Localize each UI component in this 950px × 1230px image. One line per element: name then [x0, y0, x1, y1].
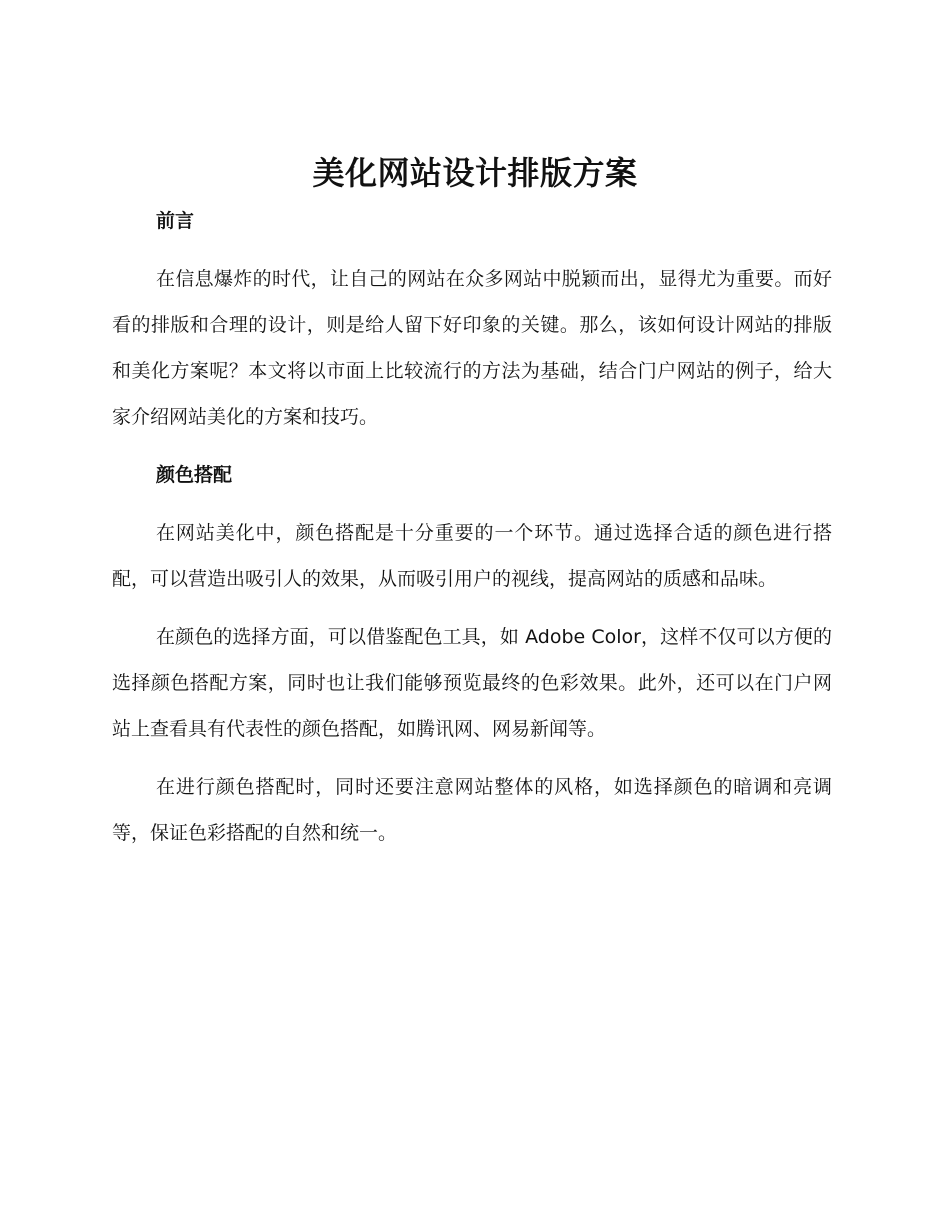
paragraph-preface-1: 在信息爆炸的时代，让自己的网站在众多网站中脱颖而出，显得尤为重要。而好看的排版和合理的设计，则是给人留下好印象的关键。那么，该如何设计网站的排版和美化方案呢？本文将以市面上比较流行的方法为基础，结合门户网站的例子，给大家介绍网站美化的方案和技巧。: [112, 268, 832, 428]
paragraph-color-3: 在进行颜色搭配时，同时还要注意网站整体的风格，如选择颜色的暗调和亮调等，保证色彩搭配的自然和统一。: [112, 776, 832, 844]
document-body: [112, 198, 832, 868]
paragraph-color-1: 在网站美化中，颜色搭配是十分重要的一个环节。通过选择合适的颜色进行搭配，可以营造出吸引人的效果，从而吸引用户的视线，提高网站的质感和品味。: [112, 522, 832, 590]
paragraph-color-2: 在颜色的选择方面，可以借鉴配色工具，如 Adobe Color，这样不仅可以方便的选择颜色搭配方案，同时也让我们能够预览最终的色彩效果。此外，还可以在门户网站上查看具有代表性的颜色搭配，如腾讯网、网易新闻等。: [112, 626, 832, 740]
section-heading-preface: 前言: [156, 210, 195, 232]
document-title: 美化网站设计排版方案: [312, 154, 638, 192]
section-heading-color-matching: 颜色搭配: [156, 464, 233, 486]
